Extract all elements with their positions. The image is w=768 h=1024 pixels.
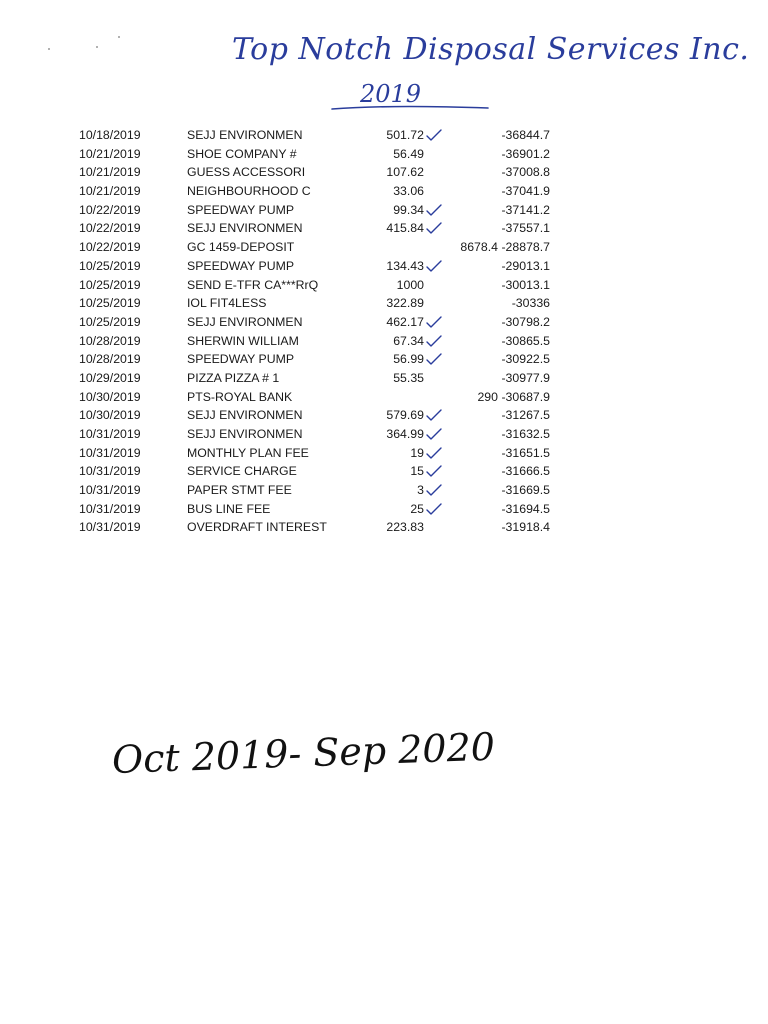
transaction-balance: -30013.1 (501, 277, 550, 292)
handwritten-year: 2019 (360, 80, 422, 108)
transaction-description: MONTHLY PLAN FEE (187, 445, 309, 460)
transaction-debit: 55.35 (393, 370, 424, 385)
transaction-balance: -37041.9 (501, 184, 550, 199)
transaction-debit: 579.69 (386, 408, 424, 423)
transaction-credit: 8678.4 (460, 240, 498, 255)
transaction-balance: -31632.5 (501, 427, 550, 441)
checkmark-icon (426, 353, 442, 365)
checkmark-icon (426, 129, 442, 141)
transaction-description: SPEEDWAY PUMP (187, 352, 295, 367)
checkmark-icon (426, 204, 442, 216)
transaction-description: OVERDRAFT INTEREST (187, 520, 327, 535)
transaction-date: 10/31/2019 (79, 464, 141, 479)
transaction-date: 10/18/2019 (79, 128, 141, 142)
transaction-description: SEND E-TFR CA***RrQ (187, 277, 319, 292)
transaction-balance: -37557.1 (501, 221, 550, 236)
transaction-balance: -29013.1 (501, 258, 550, 273)
transaction-debit: 25 (410, 501, 424, 516)
transaction-description: BUS LINE FEE (187, 501, 271, 516)
transaction-debit: 67.34 (393, 333, 424, 348)
transaction-balance: -31651.5 (501, 445, 550, 460)
transaction-row (0, 518, 768, 537)
transaction-date: 10/31/2019 (79, 445, 141, 460)
transaction-balance: -30922.5 (501, 352, 550, 367)
transaction-debit: 1000 (396, 277, 424, 292)
checkmark-icon (426, 316, 442, 328)
transaction-balance: -31267.5 (501, 408, 550, 423)
transaction-date: 10/31/2019 (79, 483, 141, 498)
transaction-debit: 322.89 (386, 296, 424, 311)
transaction-balance: -36901.2 (501, 146, 550, 161)
transaction-description: SEJJ ENVIRONMEN (187, 128, 303, 142)
transaction-date: 10/29/2019 (79, 370, 141, 385)
transaction-debit: 99.34 (393, 202, 424, 217)
transaction-debit: 223.83 (386, 520, 424, 535)
transaction-description: NEIGHBOURHOOD C (187, 184, 311, 199)
handwritten-period-note: Oct 2019- Sep 2020 (111, 724, 496, 782)
transaction-balance: -30977.9 (501, 370, 550, 385)
transaction-date: 10/25/2019 (79, 277, 141, 292)
transaction-row (0, 462, 768, 481)
transaction-balance: -36844.7 (501, 128, 550, 142)
transaction-row (0, 406, 768, 425)
transaction-row (0, 126, 768, 145)
transaction-row (0, 350, 768, 369)
transaction-row (0, 388, 768, 407)
transaction-row (0, 182, 768, 201)
transaction-description: GC 1459-DEPOSIT (187, 240, 295, 255)
transaction-row (0, 201, 768, 220)
transaction-row (0, 332, 768, 351)
transaction-row (0, 163, 768, 182)
transaction-date: 10/25/2019 (79, 258, 141, 273)
handwritten-underline (330, 104, 490, 112)
transaction-credit: 290 (477, 389, 498, 404)
transaction-row (0, 145, 768, 164)
transaction-description: PAPER STMT FEE (187, 483, 292, 498)
transaction-row (0, 313, 768, 332)
transaction-debit: 3 (417, 483, 424, 498)
transaction-balance: -30798.2 (501, 314, 550, 329)
transaction-description: SPEEDWAY PUMP (187, 202, 295, 217)
transaction-date: 10/21/2019 (79, 184, 141, 199)
checkmark-icon (426, 409, 442, 421)
transaction-debit: 364.99 (386, 427, 424, 441)
transaction-row (0, 369, 768, 388)
transaction-balance: -31694.5 (501, 501, 550, 516)
checkmark-icon (426, 335, 442, 347)
transaction-balance: -37141.2 (501, 202, 550, 217)
transaction-balance: -31918.4 (501, 520, 550, 535)
transaction-row (0, 500, 768, 519)
transaction-row (0, 219, 768, 238)
transaction-row (0, 257, 768, 276)
checkmark-icon (426, 222, 442, 234)
transaction-description: SHERWIN WILLIAM (187, 333, 299, 348)
transaction-debit: 15 (410, 464, 424, 479)
transaction-description: SHOE COMPANY # (187, 146, 297, 161)
transaction-date: 10/25/2019 (79, 314, 141, 329)
transaction-date: 10/31/2019 (79, 427, 141, 441)
transaction-debit: 501.72 (386, 128, 424, 142)
checkmark-icon (426, 447, 442, 459)
transaction-description: SEJJ ENVIRONMEN (187, 221, 303, 236)
transaction-debit: 19 (410, 445, 424, 460)
transaction-balance: -28878.7 (501, 240, 550, 255)
transaction-date: 10/30/2019 (79, 408, 141, 423)
checkmark-icon (426, 260, 442, 272)
transaction-debit: 134.43 (386, 258, 424, 273)
checkmark-icon (426, 465, 442, 477)
transaction-ledger (0, 126, 768, 537)
transaction-description: SERVICE CHARGE (187, 464, 297, 479)
transaction-date: 10/31/2019 (79, 520, 141, 535)
transaction-debit: 462.17 (386, 314, 424, 329)
transaction-date: 10/21/2019 (79, 165, 141, 180)
transaction-row (0, 444, 768, 463)
transaction-date: 10/21/2019 (79, 146, 141, 161)
transaction-balance: -37008.8 (501, 165, 550, 180)
transaction-balance: -30687.9 (501, 389, 550, 404)
transaction-row (0, 238, 768, 257)
transaction-balance: -30865.5 (501, 333, 550, 348)
transaction-date: 10/22/2019 (79, 202, 141, 217)
transaction-date: 10/31/2019 (79, 501, 141, 516)
handwritten-company-name: Top Notch Disposal Services Inc. (232, 32, 750, 67)
transaction-debit: 107.62 (386, 165, 424, 180)
transaction-description: SEJJ ENVIRONMEN (187, 408, 303, 423)
checkmark-icon (426, 428, 442, 440)
transaction-debit: 33.06 (393, 184, 424, 199)
transaction-debit: 415.84 (386, 221, 424, 236)
transaction-row (0, 481, 768, 500)
transaction-date: 10/30/2019 (79, 389, 141, 404)
checkmark-icon (426, 484, 442, 496)
checkmark-icon (426, 503, 442, 515)
transaction-date: 10/25/2019 (79, 296, 141, 311)
transaction-row (0, 425, 768, 444)
transaction-date: 10/28/2019 (79, 352, 141, 367)
transaction-description: SEJJ ENVIRONMEN (187, 427, 303, 441)
transaction-description: SPEEDWAY PUMP (187, 258, 295, 273)
transaction-row (0, 276, 768, 295)
transaction-description: IOL FIT4LESS (187, 296, 267, 311)
transaction-date: 10/28/2019 (79, 333, 141, 348)
transaction-debit: 56.99 (393, 352, 424, 367)
transaction-balance: -31666.5 (501, 464, 550, 479)
scan-speck (118, 36, 120, 38)
transaction-debit: 56.49 (393, 146, 424, 161)
transaction-row (0, 294, 768, 313)
transaction-description: PIZZA PIZZA # 1 (187, 370, 280, 385)
transaction-description: PTS-ROYAL BANK (187, 389, 293, 404)
transaction-balance: -30336 (511, 296, 550, 311)
transaction-description: GUESS ACCESSORI (187, 165, 306, 180)
transaction-date: 10/22/2019 (79, 221, 141, 236)
transaction-description: SEJJ ENVIRONMEN (187, 314, 303, 329)
transaction-balance: -31669.5 (501, 483, 550, 498)
scan-speck (96, 46, 98, 48)
transaction-date: 10/22/2019 (79, 240, 141, 255)
scan-speck (48, 48, 50, 50)
